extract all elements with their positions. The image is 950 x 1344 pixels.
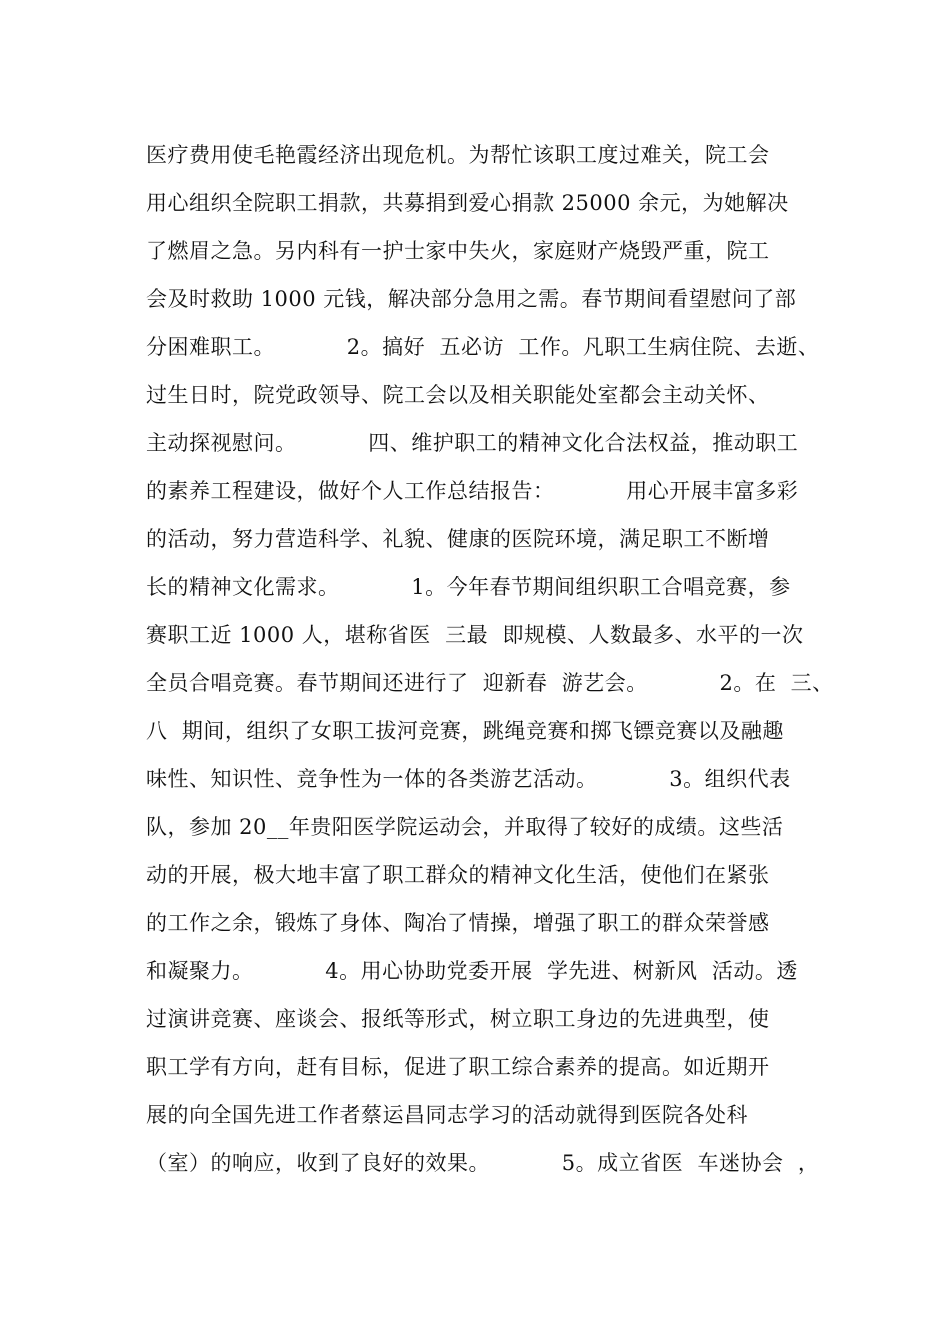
text-line: 和凝聚力。 4。用心协助党委开展 学先进、树新风 活动。透 [146,959,798,983]
text-line: 的素养工程建设，做好个人工作总结报告： 用心开展丰富多彩 [146,479,799,503]
text-line: 分困难职工。 2。搞好 五必访 工作。凡职工生病住院、去逝、 [146,335,820,359]
text-line: 动的开展，极大地丰富了职工群众的精神文化生活，使他们在紧张 [146,863,770,887]
text-line: 的活动，努力营造科学、礼貌、健康的医院环境，满足职工不断增 [146,527,770,551]
text-line: 的工作之余，锻炼了身体、陶冶了情操，增强了职工的群众荣誉感 [146,911,770,935]
text-line: 长的精神文化需求。 1。今年春节期间组织职工合唱竞赛，参 [146,575,791,599]
text-line: （室）的响应，收到了良好的效果。 5。成立省医 车迷协会 ， [146,1151,820,1175]
text-line: 主动探视慰问。 四、维护职工的精神文化合法权益，推动职工 [146,431,799,455]
text-line: 过演讲竞赛、座谈会、报纸等形式，树立职工身边的先进典型，使 [146,1007,770,1031]
text-line: 职工学有方向，赶有目标，促进了职工综合素养的提高。如近期开 [146,1055,770,1079]
text-line: 展的向全国先进工作者蔡运昌同志学习的活动就得到医院各处科 [146,1103,748,1127]
text-line: 了燃眉之急。另内科有一护士家中失火，家庭财产烧毁严重，院工 [146,239,770,263]
text-line: 味性、知识性、竞争性为一体的各类游艺活动。 3。组织代表 [146,767,791,791]
text-line: 会及时救助 1000 元钱，解决部分急用之需。春节期间看望慰问了部 [146,287,797,311]
text-line: 八 期间，组织了女职工拔河竞赛，跳绳竞赛和掷飞镖竞赛以及融趣 [146,719,784,743]
text-line: 赛职工近 1000 人，堪称省医 三最 即规模、人数最多、水平的一次 [146,623,804,647]
text-line: 队，参加 20__年贵阳医学院运动会，并取得了较好的成绩。这些活 [146,815,784,839]
body-text [146,131,846,1187]
text-line: 全员合唱竞赛。春节期间还进行了 迎新春 游艺会。 2。在 三、 [146,671,834,695]
text-line: 用心组织全院职工捐款，共募捐到爱心捐款 25000 余元，为她解决 [146,191,789,215]
text-line: 医疗费用使毛艳霞经济出现危机。为帮忙该职工度过难关，院工会 [146,143,770,167]
text-line: 过生日时，院党政领导、院工会以及相关职能处室都会主动关怀、 [146,383,770,407]
